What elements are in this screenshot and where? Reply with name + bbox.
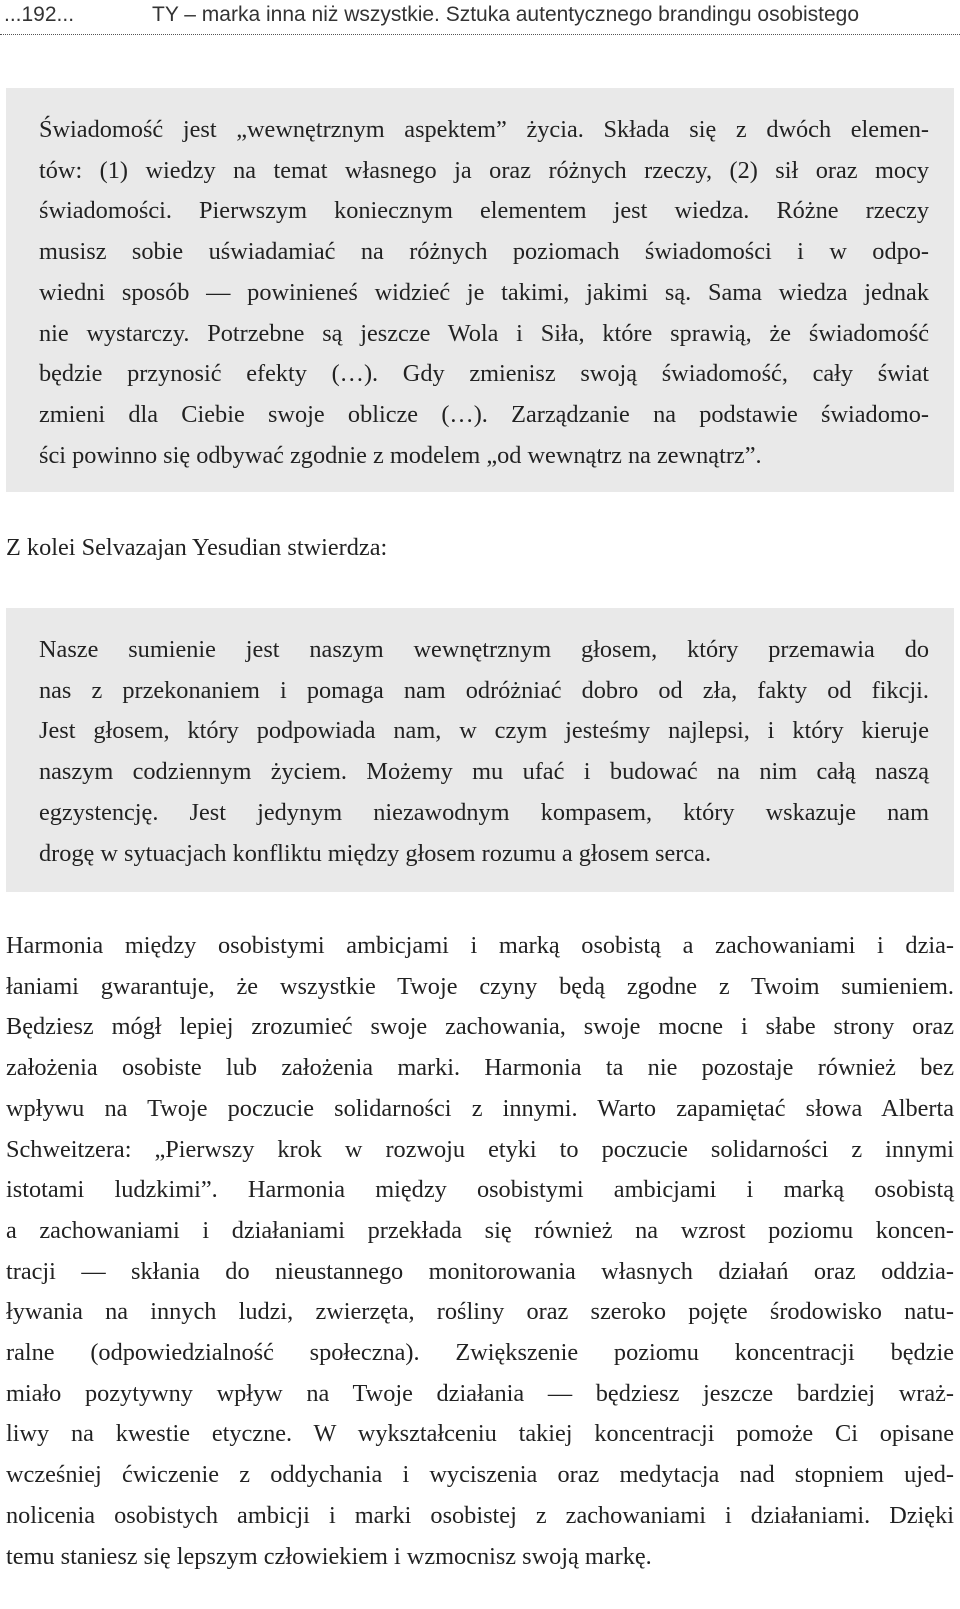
body-line: Schweitzera: „Pierwszy krok w rozwoju etyki to poczucie solidarności z innymi [6, 1135, 954, 1163]
quote-line: tów: (1) wiedzy na temat własnego ja oraz różnych rzeczy, (2) sił oraz mocy [39, 156, 929, 184]
quote-line: drogę w sytuacjach konfliktu między głosem rozumu a głosem serca. [39, 839, 712, 867]
body-line: liwy na kwestie etyczne. W wykształceniu takiej koncentracji pomoże Ci opisane [6, 1420, 954, 1448]
body-line: a zachowaniami i działaniami przekłada się również na wzrost poziomu koncen- [6, 1216, 954, 1244]
intro-paragraph [6, 528, 954, 569]
quote-line: naszym codziennym życiem. Możemy mu ufać i budować na nim całą naszą [39, 758, 929, 786]
quote-line: Jest głosem, który podpowiada nam, w czym jesteśmy najlepsi, i który kieruje [39, 717, 929, 745]
body-line: nolicenia osobistych ambicji i marki osobistej z zachowaniami i działaniami. Dzięki [6, 1501, 954, 1529]
quote-line: świadomości. Pierwszym koniecznym elementem jest wiedza. Różne rzeczy [39, 197, 929, 225]
quote-line: nie wystarczy. Potrzebne są jeszcze Wola i Siła, które sprawią, że świadomość [39, 319, 929, 347]
running-title: TY – marka inna niż wszystkie. Sztuka autentycznego brandingu osobistego [152, 3, 860, 26]
quote-line: ści powinno się odbywać zgodnie z modelem „od wewnątrz na zewnątrz”. [39, 441, 762, 469]
quote-line: Nasze sumienie jest naszym wewnętrznym głosem, który przemawia do [39, 636, 929, 663]
body-paragraph [6, 926, 954, 1577]
quote-line: będzie przynosić efekty (…). Gdy zmienisz swoją świadomość, cały świat [39, 360, 929, 388]
header-dotted-rule [0, 34, 960, 35]
body-line: wcześniej ćwiczenie z oddychania i wyciszenia oraz medytacja nad stopniem ujed- [6, 1461, 954, 1489]
body-line: Harmonia między osobistymi ambicjami i marką osobistą a zachowaniami i dzia- [6, 932, 954, 959]
body-line: temu staniesz się lepszym człowiekiem i wzmocnisz swoją markę. [6, 1542, 652, 1570]
body-line: miało pozytywny wpływ na Twoje działania — będziesz jeszcze bardziej wraż- [6, 1379, 954, 1407]
page-header [0, 0, 960, 32]
quote-block-conscience [6, 608, 954, 892]
quote-line: zmieni dla Ciebie swoje oblicze (…). Zarządzanie na podstawie świadomo- [39, 400, 929, 428]
body-line: wpływu na Twoje poczucie solidarności z innymi. Warto zapamiętać słowa Alberta [6, 1094, 954, 1122]
quote-line: wiedni sposób — powinieneś widzieć je takimi, jakimi są. Sama wiedza jednak [39, 278, 929, 306]
body-line: istotami ludzkimi”. Harmonia między osobistymi ambicjami i marką osobistą [6, 1176, 954, 1204]
body-line: łaniami gwarantuje, że wszystkie Twoje czyny będą zgodne z Twoim sumieniem. [6, 972, 954, 1000]
quote-line: musisz sobie uświadamiać na różnych poziomach świadomości i w odpo- [39, 238, 929, 266]
body-line: Będziesz mógł lepiej zrozumieć swoje zachowania, swoje mocne i słabe strony oraz [6, 1013, 954, 1041]
body-line: ralne (odpowiedzialność społeczna). Zwiększenie poziomu koncentracji będzie [6, 1339, 954, 1367]
body-line: założenia osobiste lub założenia marki. Harmonia ta nie pozostaje również bez [6, 1054, 954, 1082]
quote-line: Świadomość jest „wewnętrznym aspektem” życia. Składa się z dwóch elemen- [39, 116, 929, 143]
quote-block-awareness [6, 88, 954, 492]
quote-line: nas z przekonaniem i pomaga nam odróżniać dobro od zła, fakty od fikcji. [39, 676, 929, 704]
body-line: tracji — skłania do nieustannego monitorowania własnych działań oraz oddzia- [6, 1257, 954, 1285]
page-number: ...192... [4, 3, 75, 26]
quote-line: egzystencję. Jest jedynym niezawodnym kompasem, który wskazuje nam [39, 798, 929, 826]
intro-line: Z kolei Selvazajan Yesudian stwierdza: [6, 534, 388, 561]
body-line: ływania na innych ludzi, zwierzęta, rośliny oraz szeroko pojęte środowisko natu- [6, 1298, 954, 1326]
